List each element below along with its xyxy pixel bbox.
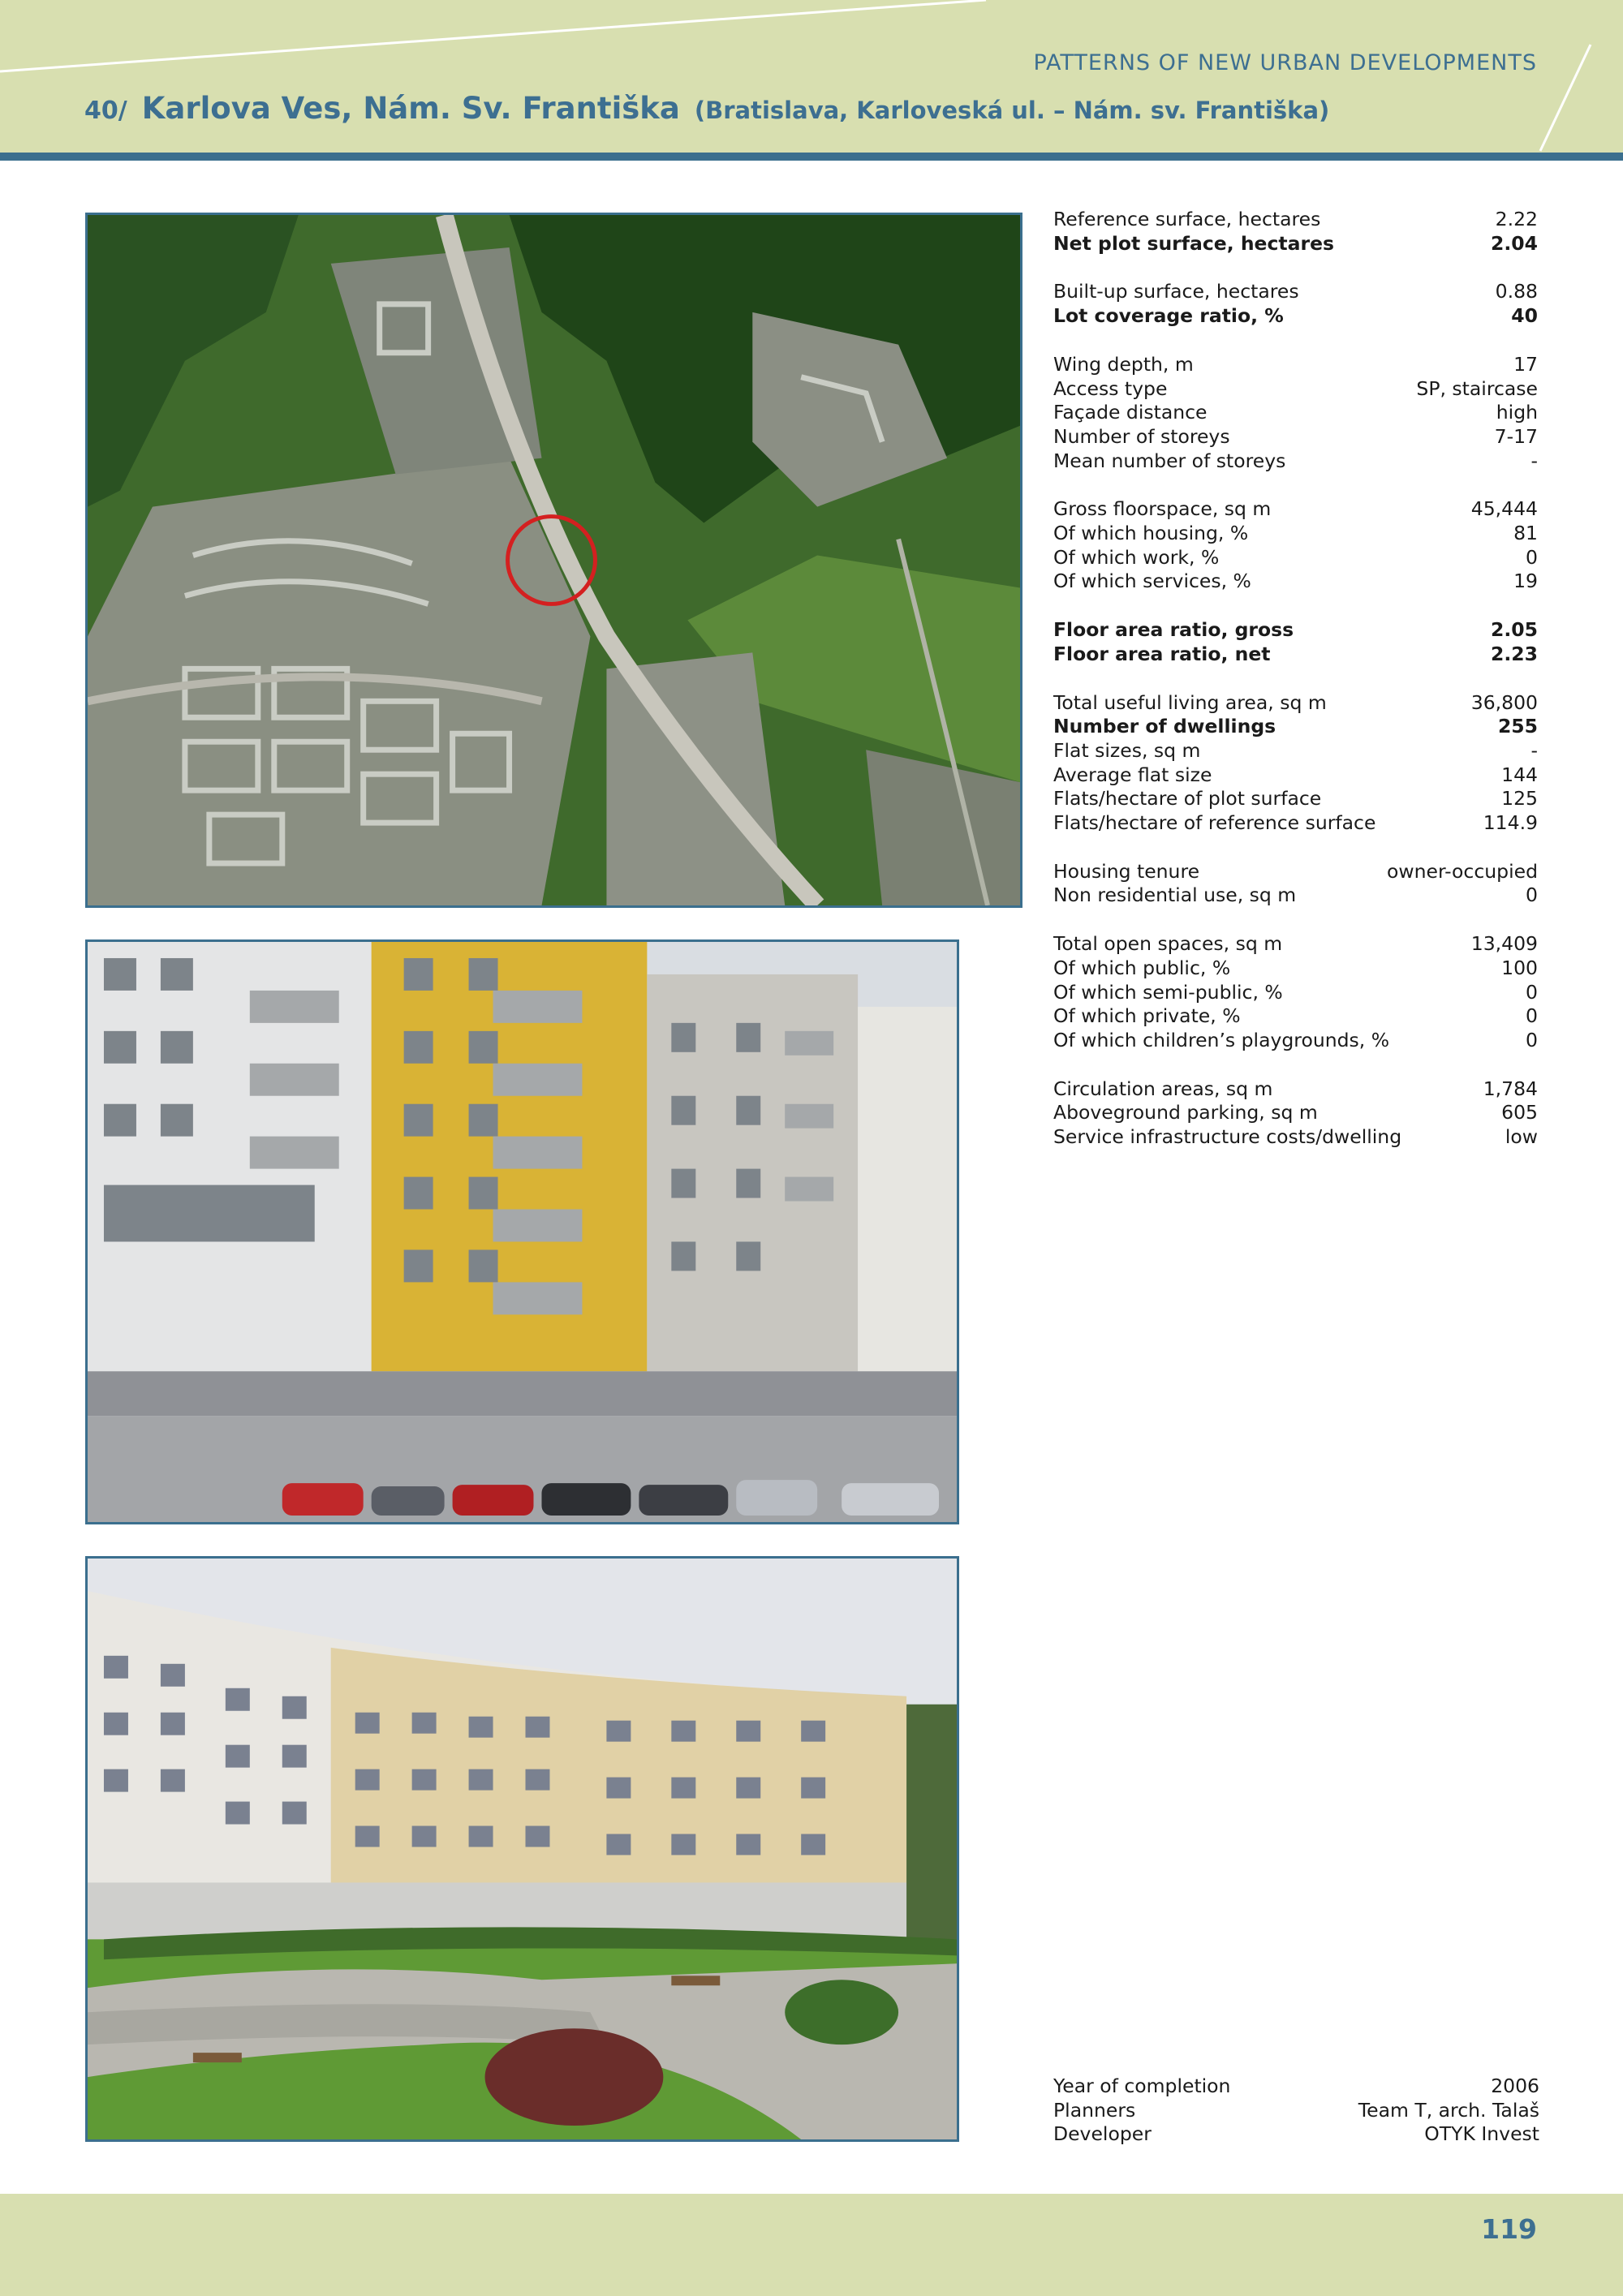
stat-value: 2.04: [1491, 231, 1538, 255]
stat-row: [1053, 401, 1538, 425]
footer-band: [0, 2194, 1623, 2296]
stat-row: [1053, 546, 1538, 570]
stat-value: 7-17: [1494, 424, 1538, 448]
stat-label: Of which children’s playgrounds, %: [1053, 1028, 1390, 1051]
case-name: Karlova Ves, Nám. Sv. Františka: [141, 91, 680, 126]
stat-row: [1053, 304, 1538, 329]
stat-label: Housing tenure: [1053, 859, 1200, 883]
stat-label: Façade distance: [1053, 401, 1208, 424]
stat-row: [1053, 787, 1538, 811]
stat-value: 0: [1526, 980, 1538, 1004]
stat-label: Planners: [1053, 2098, 1136, 2122]
stat-value: 144: [1501, 763, 1538, 786]
stat-label: Average flat size: [1053, 763, 1212, 786]
stat-group: [1053, 353, 1538, 474]
stat-row: [1053, 208, 1538, 232]
stat-row: [1053, 377, 1538, 402]
stat-label: Lot coverage ratio, %: [1053, 304, 1284, 328]
stat-value: Team T, arch. Talaš: [1358, 2098, 1539, 2122]
stat-value: 255: [1497, 715, 1538, 738]
stat-value: -: [1530, 449, 1538, 472]
stat-row: [1053, 1029, 1538, 1053]
stat-value: 0: [1526, 1004, 1538, 1028]
stat-label: Wing depth, m: [1053, 352, 1194, 376]
stat-value: 2.05: [1491, 618, 1538, 642]
stat-label: Of which semi-public, %: [1053, 980, 1283, 1004]
stat-label: Number of storeys: [1053, 424, 1230, 448]
header-decorative-lines: [0, 0, 1623, 154]
stat-label: Circulation areas, sq m: [1053, 1077, 1273, 1100]
stat-label: Mean number of storeys: [1053, 449, 1286, 472]
stat-row: [1053, 570, 1538, 594]
stat-row: [1053, 1101, 1538, 1125]
stat-value: 13,409: [1470, 932, 1538, 956]
stat-group: [1053, 1077, 1538, 1150]
stat-value: 45,444: [1470, 497, 1538, 521]
stat-row: [1053, 981, 1538, 1005]
stat-value: low: [1505, 1125, 1538, 1149]
stat-row: [1053, 1004, 1538, 1029]
stat-label: Reference surface, hectares: [1053, 208, 1321, 230]
stat-label: Total useful living area, sq m: [1053, 690, 1327, 714]
stat-row: [1053, 715, 1538, 739]
stat-value: 0: [1526, 884, 1538, 907]
stat-label: Flat sizes, sq m: [1053, 738, 1201, 762]
stat-label: Of which private, %: [1053, 1004, 1241, 1028]
stat-value: 114.9: [1483, 811, 1538, 835]
stat-row: [1053, 425, 1538, 449]
stat-group: [1053, 860, 1538, 908]
stat-value: 0.88: [1495, 280, 1538, 303]
stat-value: 2.22: [1495, 208, 1538, 230]
case-number: 40/: [84, 97, 127, 125]
stat-row: [1053, 522, 1538, 546]
stat-value: 0: [1526, 1028, 1538, 1051]
case-location: (Bratislava, Karloveská ul. – Nám. sv. Františka): [694, 97, 1330, 124]
stat-group: [1053, 932, 1538, 1053]
stat-row: [1053, 643, 1538, 667]
stat-value: OTYK Invest: [1424, 2122, 1539, 2146]
stat-row: [1053, 618, 1538, 643]
stat-value: SP, staircase: [1416, 376, 1538, 400]
stat-value: 19: [1513, 570, 1538, 593]
stat-label: Service infrastructure costs/dwelling: [1053, 1125, 1402, 1149]
stat-row: [1053, 932, 1538, 957]
credit-row: [1053, 2099, 1539, 2123]
stat-row: [1053, 957, 1538, 981]
stat-label: Of which public, %: [1053, 956, 1231, 979]
stat-label: Non residential use, sq m: [1053, 884, 1297, 907]
stat-value: 81: [1513, 522, 1538, 545]
page-number: 119: [1481, 2213, 1537, 2245]
stat-row: [1053, 739, 1538, 763]
stat-row: [1053, 860, 1538, 884]
credits-table: [1053, 2075, 1539, 2147]
page-title: [84, 91, 1329, 126]
stat-label: Total open spaces, sq m: [1053, 932, 1283, 956]
stat-row: [1053, 811, 1538, 836]
stat-label: Of which housing, %: [1053, 522, 1249, 545]
stat-label: Net plot surface, hectares: [1053, 231, 1335, 255]
series-title: PATTERNS OF NEW URBAN DEVELOPMENTS: [1033, 50, 1537, 75]
stat-row: [1053, 1077, 1538, 1102]
stat-value: 0: [1526, 545, 1538, 569]
stat-label: Of which services, %: [1053, 570, 1251, 593]
stat-label: Developer: [1053, 2122, 1152, 2146]
stat-value: 605: [1501, 1101, 1538, 1124]
stat-value: 125: [1501, 787, 1538, 810]
stat-row: [1053, 763, 1538, 788]
stat-value: 100: [1501, 956, 1538, 979]
stat-label: Access type: [1053, 376, 1168, 400]
stat-label: Gross floorspace, sq m: [1053, 497, 1272, 521]
stat-label: Of which work, %: [1053, 545, 1220, 569]
credit-row: [1053, 2075, 1539, 2099]
stat-group: [1053, 208, 1538, 256]
header-rule: [0, 153, 1623, 161]
stat-row: [1053, 449, 1538, 474]
stat-row: [1053, 691, 1538, 716]
stat-value: high: [1496, 401, 1538, 424]
stat-label: Floor area ratio, gross: [1053, 618, 1294, 642]
stat-group: [1053, 497, 1538, 594]
stat-group: [1053, 691, 1538, 836]
stat-value: 2.23: [1491, 642, 1538, 665]
stat-row: [1053, 353, 1538, 377]
credit-row: [1053, 2122, 1539, 2147]
stat-value: -: [1530, 738, 1538, 762]
stat-label: Floor area ratio, net: [1053, 642, 1271, 665]
stat-group: [1053, 280, 1538, 328]
facade-photo: [85, 939, 959, 1524]
stat-label: Aboveground parking, sq m: [1053, 1101, 1318, 1124]
stat-value: 17: [1513, 352, 1538, 376]
stat-row: [1053, 497, 1538, 522]
stat-value: 1,784: [1483, 1077, 1538, 1100]
stat-row: [1053, 884, 1538, 908]
stat-row: [1053, 1125, 1538, 1150]
stat-label: Year of completion: [1053, 2075, 1231, 2097]
stat-value: 2006: [1491, 2075, 1539, 2097]
courtyard-photo: [85, 1556, 959, 2142]
stat-label: Flats/hectare of plot surface: [1053, 787, 1322, 810]
statistics-table: [1053, 208, 1538, 1174]
stat-label: Flats/hectare of reference surface: [1053, 811, 1376, 835]
stat-group: [1053, 618, 1538, 666]
stat-row: [1053, 280, 1538, 304]
stat-value: 36,800: [1470, 690, 1538, 714]
stat-label: Built-up surface, hectares: [1053, 280, 1299, 303]
aerial-photo: [85, 213, 1022, 908]
stat-value: owner-occupied: [1387, 859, 1538, 883]
stat-label: Number of dwellings: [1053, 715, 1276, 738]
stat-row: [1053, 232, 1538, 256]
stat-value: 40: [1511, 304, 1538, 328]
